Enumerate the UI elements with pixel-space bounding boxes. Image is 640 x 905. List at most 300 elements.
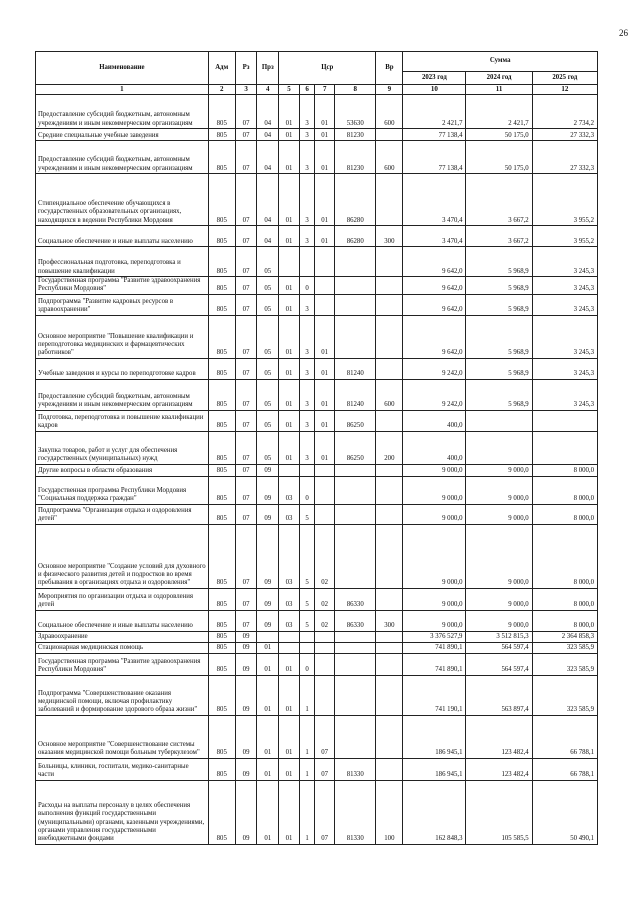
- row-rz: 07: [235, 504, 257, 524]
- row-prz: 05: [257, 379, 279, 410]
- row-csr-program: 03: [279, 610, 300, 631]
- row-prz: 01: [257, 653, 279, 675]
- row-csr-program: 03: [279, 476, 300, 504]
- row-vr: [376, 524, 403, 588]
- row-adm: 805: [208, 247, 235, 277]
- table-body: [36, 95, 598, 845]
- row-adm: 805: [208, 95, 235, 129]
- row-csr-event: [315, 653, 335, 675]
- row-prz: 04: [257, 95, 279, 129]
- row-csr-direction: [335, 631, 376, 642]
- row-csr-event: [315, 504, 335, 524]
- row-csr-subprogram: 3: [299, 379, 315, 410]
- row-name: Другие вопросы в области образования: [36, 464, 209, 476]
- row-csr-program: 01: [279, 653, 300, 675]
- table-row: [36, 174, 598, 226]
- row-rz: 07: [235, 410, 257, 431]
- column-number: 5: [279, 85, 300, 95]
- row-sum-2023: 9 000,0: [403, 476, 466, 504]
- row-adm: 805: [208, 174, 235, 226]
- row-csr-program: 01: [279, 315, 300, 358]
- row-csr-event: 01: [315, 358, 335, 379]
- table-row: [36, 141, 598, 174]
- row-prz: 01: [257, 675, 279, 715]
- row-sum-2023: 186 945,1: [403, 715, 466, 758]
- row-csr-program: 01: [279, 95, 300, 129]
- column-number: 1: [36, 85, 209, 95]
- row-rz: 07: [235, 588, 257, 610]
- row-name: Больницы, клиники, госпитали, медико-санитарные части: [36, 758, 209, 780]
- table-row: [36, 476, 598, 504]
- row-csr-direction: 81240: [335, 358, 376, 379]
- row-sum-2023: 162 848,3: [403, 780, 466, 844]
- row-sum-2024: 9 000,0: [466, 524, 532, 588]
- table-row: [36, 129, 598, 141]
- row-sum-2025: 8 000,0: [532, 464, 597, 476]
- row-sum-2024: 105 585,5: [466, 780, 532, 844]
- row-csr-event: [315, 294, 335, 315]
- row-csr-direction: [335, 277, 376, 295]
- row-adm: 805: [208, 315, 235, 358]
- row-csr-event: 01: [315, 226, 335, 247]
- row-csr-event: [315, 675, 335, 715]
- row-csr-event: 01: [315, 141, 335, 174]
- table-row: [36, 642, 598, 653]
- row-rz: 07: [235, 277, 257, 295]
- row-csr-subprogram: 5: [299, 610, 315, 631]
- row-adm: 805: [208, 294, 235, 315]
- row-sum-2025: 8 000,0: [532, 504, 597, 524]
- row-vr: 600: [376, 379, 403, 410]
- row-sum-2024: 123 482,4: [466, 715, 532, 758]
- row-csr-program: 01: [279, 358, 300, 379]
- table-row: [36, 358, 598, 379]
- row-csr-event: 07: [315, 715, 335, 758]
- row-sum-2024: 5 968,9: [466, 315, 532, 358]
- row-sum-2023: 77 138,4: [403, 141, 466, 174]
- row-csr-program: 01: [279, 379, 300, 410]
- row-csr-direction: [335, 642, 376, 653]
- column-number: 3: [235, 85, 257, 95]
- table-row: [36, 226, 598, 247]
- row-vr: [376, 410, 403, 431]
- row-csr-direction: [335, 504, 376, 524]
- table-row: [36, 379, 598, 410]
- row-csr-program: [279, 631, 300, 642]
- row-sum-2023: 186 945,1: [403, 758, 466, 780]
- budget-table: [35, 51, 598, 845]
- row-sum-2023: 9 000,0: [403, 464, 466, 476]
- row-sum-2025: 3 245,3: [532, 379, 597, 410]
- row-vr: [376, 294, 403, 315]
- row-name: Социальное обеспечение и иные выплаты населению: [36, 226, 209, 247]
- row-csr-event: 07: [315, 780, 335, 844]
- row-csr-program: 01: [279, 141, 300, 174]
- row-rz: 07: [235, 174, 257, 226]
- row-name: Основное мероприятие "Совершенствование системы оказания медицинской помощи больным туберкулезом": [36, 715, 209, 758]
- row-csr-subprogram: 3: [299, 174, 315, 226]
- row-prz: 01: [257, 642, 279, 653]
- row-sum-2023: 9 242,0: [403, 379, 466, 410]
- row-adm: 805: [208, 504, 235, 524]
- row-vr: [376, 675, 403, 715]
- row-adm: 805: [208, 524, 235, 588]
- row-sum-2025: [532, 431, 597, 464]
- row-rz: 09: [235, 675, 257, 715]
- row-csr-event: [315, 642, 335, 653]
- row-vr: [376, 715, 403, 758]
- row-adm: 805: [208, 431, 235, 464]
- row-sum-2024: 3 667,2: [466, 226, 532, 247]
- row-csr-event: 01: [315, 431, 335, 464]
- row-sum-2025: [532, 410, 597, 431]
- row-sum-2025: 3 245,3: [532, 277, 597, 295]
- row-rz: 07: [235, 524, 257, 588]
- row-csr-program: 01: [279, 715, 300, 758]
- row-csr-event: 02: [315, 588, 335, 610]
- row-rz: 07: [235, 247, 257, 277]
- row-csr-direction: 81330: [335, 758, 376, 780]
- row-prz: 04: [257, 226, 279, 247]
- header-adm: Адм: [208, 52, 235, 85]
- row-vr: [376, 476, 403, 504]
- row-csr-subprogram: 3: [299, 431, 315, 464]
- row-sum-2025: 3 245,3: [532, 358, 597, 379]
- row-sum-2023: 741 890,1: [403, 642, 466, 653]
- table-row: [36, 410, 598, 431]
- row-vr: [376, 315, 403, 358]
- row-csr-program: 03: [279, 524, 300, 588]
- row-rz: 07: [235, 141, 257, 174]
- row-name: Закупка товаров, работ и услуг для обеспечения государственных (муниципальных) нужд: [36, 431, 209, 464]
- row-csr-direction: [335, 247, 376, 277]
- row-csr-subprogram: [299, 642, 315, 653]
- row-rz: 07: [235, 431, 257, 464]
- header-sum: Сумма: [403, 52, 598, 72]
- row-rz: 07: [235, 315, 257, 358]
- row-sum-2024: 5 968,9: [466, 247, 532, 277]
- row-sum-2025: 8 000,0: [532, 476, 597, 504]
- row-csr-program: 01: [279, 129, 300, 141]
- row-prz: 05: [257, 247, 279, 277]
- row-adm: 805: [208, 379, 235, 410]
- row-adm: 805: [208, 715, 235, 758]
- row-adm: 805: [208, 780, 235, 844]
- row-sum-2025: 50 490,1: [532, 780, 597, 844]
- row-sum-2025: 3 245,3: [532, 247, 597, 277]
- row-name: Стипендиальное обеспечение обучающихся в государственных образовательных организациях, находящихся в ведении Республики Мордовия: [36, 174, 209, 226]
- column-number: 10: [403, 85, 466, 95]
- row-adm: 805: [208, 129, 235, 141]
- table-row: [36, 524, 598, 588]
- row-csr-program: 03: [279, 588, 300, 610]
- row-sum-2023: 400,0: [403, 431, 466, 464]
- row-vr: 600: [376, 95, 403, 129]
- row-name: Подпрограмма "Организация отдыха и оздоровления детей": [36, 504, 209, 524]
- row-vr: [376, 129, 403, 141]
- row-csr-subprogram: 1: [299, 758, 315, 780]
- header-csr: Цср: [279, 52, 376, 85]
- row-name: Учебные заведения и курсы по переподготовке кадров: [36, 358, 209, 379]
- row-csr-direction: 81240: [335, 379, 376, 410]
- row-sum-2024: 3 667,2: [466, 174, 532, 226]
- column-number: 2: [208, 85, 235, 95]
- page-number: 26: [619, 28, 628, 38]
- row-csr-event: 02: [315, 610, 335, 631]
- table-row: [36, 780, 598, 844]
- row-csr-subprogram: 3: [299, 410, 315, 431]
- row-prz: 05: [257, 277, 279, 295]
- row-csr-direction: 86250: [335, 410, 376, 431]
- row-csr-event: 07: [315, 758, 335, 780]
- header-rz: Рз: [235, 52, 257, 85]
- row-csr-program: 01: [279, 174, 300, 226]
- row-rz: 09: [235, 715, 257, 758]
- row-vr: [376, 758, 403, 780]
- row-vr: 100: [376, 780, 403, 844]
- row-csr-direction: [335, 675, 376, 715]
- row-csr-direction: 86280: [335, 226, 376, 247]
- row-csr-event: [315, 277, 335, 295]
- header-name: Наименование: [36, 52, 209, 85]
- row-sum-2025: 2 734,2: [532, 95, 597, 129]
- row-csr-subprogram: 0: [299, 653, 315, 675]
- row-sum-2023: 9 642,0: [403, 247, 466, 277]
- column-number: 8: [335, 85, 376, 95]
- table-row: [36, 504, 598, 524]
- row-name: Предоставление субсидий бюджетным, автономным учреждениям и иным некоммерческим организациям: [36, 95, 209, 129]
- row-rz: 09: [235, 631, 257, 642]
- row-name: Государственная программа "Развитие здравоохранения Республики Мордовия": [36, 653, 209, 675]
- row-csr-program: 01: [279, 410, 300, 431]
- row-sum-2024: 9 000,0: [466, 610, 532, 631]
- row-csr-program: 01: [279, 294, 300, 315]
- row-sum-2024: 9 000,0: [466, 476, 532, 504]
- row-sum-2024: 50 175,0: [466, 141, 532, 174]
- row-sum-2023: 741 890,1: [403, 653, 466, 675]
- row-csr-direction: [335, 524, 376, 588]
- row-csr-subprogram: 3: [299, 226, 315, 247]
- table-row: [36, 464, 598, 476]
- row-prz: 05: [257, 294, 279, 315]
- row-csr-subprogram: 5: [299, 524, 315, 588]
- row-prz: 09: [257, 610, 279, 631]
- row-csr-direction: 86330: [335, 588, 376, 610]
- row-rz: 07: [235, 226, 257, 247]
- row-sum-2025: 3 245,3: [532, 294, 597, 315]
- row-csr-event: [315, 247, 335, 277]
- table-row: [36, 610, 598, 631]
- row-name: Социальное обеспечение и иные выплаты населению: [36, 610, 209, 631]
- row-vr: 600: [376, 141, 403, 174]
- row-csr-direction: 81230: [335, 141, 376, 174]
- row-csr-program: 01: [279, 431, 300, 464]
- row-sum-2024: 564 597,4: [466, 653, 532, 675]
- header-year-2024: 2024 год: [466, 72, 532, 85]
- header-vr: Вр: [376, 52, 403, 85]
- row-csr-program: 01: [279, 758, 300, 780]
- row-name: Основное мероприятие "Создание условий для духовного и физического развития детей и подростков во время пребывания в организациях отдыха и оздоровления": [36, 524, 209, 588]
- row-name: Основное мероприятие "Повышение квалификации и переподготовка медицинских и фармацевтических работников": [36, 315, 209, 358]
- row-sum-2025: 8 000,0: [532, 610, 597, 631]
- row-csr-subprogram: 3: [299, 141, 315, 174]
- row-sum-2023: 9 000,0: [403, 504, 466, 524]
- row-csr-subprogram: 3: [299, 129, 315, 141]
- row-vr: [376, 653, 403, 675]
- header-year-2023: 2023 год: [403, 72, 466, 85]
- row-csr-direction: 53630: [335, 95, 376, 129]
- column-number: 7: [315, 85, 335, 95]
- row-csr-subprogram: [299, 247, 315, 277]
- row-sum-2024: [466, 410, 532, 431]
- row-adm: 805: [208, 642, 235, 653]
- column-number: 9: [376, 85, 403, 95]
- column-number: 4: [257, 85, 279, 95]
- row-csr-direction: 86330: [335, 610, 376, 631]
- row-sum-2024: 5 968,9: [466, 358, 532, 379]
- row-sum-2024: 3 512 815,3: [466, 631, 532, 642]
- row-sum-2025: 323 585,9: [532, 642, 597, 653]
- row-sum-2023: 9 000,0: [403, 610, 466, 631]
- row-csr-direction: 86250: [335, 431, 376, 464]
- row-csr-subprogram: 1: [299, 780, 315, 844]
- row-prz: 04: [257, 141, 279, 174]
- row-sum-2025: 323 585,9: [532, 653, 597, 675]
- row-csr-event: 02: [315, 524, 335, 588]
- row-prz: 09: [257, 524, 279, 588]
- row-csr-event: 01: [315, 315, 335, 358]
- row-adm: 805: [208, 588, 235, 610]
- row-csr-event: 01: [315, 95, 335, 129]
- row-sum-2023: 400,0: [403, 410, 466, 431]
- row-name: Здравоохранение: [36, 631, 209, 642]
- row-csr-program: 03: [279, 504, 300, 524]
- row-sum-2024: 123 482,4: [466, 758, 532, 780]
- row-csr-program: [279, 247, 300, 277]
- row-sum-2024: [466, 431, 532, 464]
- row-rz: 09: [235, 780, 257, 844]
- column-number: 11: [466, 85, 532, 95]
- row-csr-direction: [335, 476, 376, 504]
- row-vr: [376, 358, 403, 379]
- row-sum-2025: 3 955,2: [532, 174, 597, 226]
- row-sum-2024: 9 000,0: [466, 464, 532, 476]
- row-sum-2025: 323 585,9: [532, 675, 597, 715]
- row-csr-subprogram: 5: [299, 588, 315, 610]
- row-sum-2025: 66 788,1: [532, 758, 597, 780]
- table-row: [36, 315, 598, 358]
- row-rz: 07: [235, 95, 257, 129]
- row-csr-direction: 86280: [335, 174, 376, 226]
- row-vr: [376, 588, 403, 610]
- row-sum-2023: 9 000,0: [403, 588, 466, 610]
- row-csr-program: 01: [279, 675, 300, 715]
- row-sum-2023: 3 470,4: [403, 174, 466, 226]
- table-row: [36, 277, 598, 295]
- row-rz: 07: [235, 610, 257, 631]
- row-rz: 07: [235, 294, 257, 315]
- table-row: [36, 653, 598, 675]
- row-rz: 07: [235, 464, 257, 476]
- row-csr-subprogram: 3: [299, 95, 315, 129]
- row-adm: 805: [208, 226, 235, 247]
- row-prz: 05: [257, 431, 279, 464]
- row-prz: [257, 631, 279, 642]
- row-prz: 04: [257, 174, 279, 226]
- row-sum-2023: 77 138,4: [403, 129, 466, 141]
- row-name: Предоставление субсидий бюджетным, автономным учреждениям и иным некоммерческим организациям: [36, 141, 209, 174]
- row-csr-subprogram: 0: [299, 476, 315, 504]
- row-prz: 01: [257, 715, 279, 758]
- header-prz: Прз: [257, 52, 279, 85]
- row-prz: 05: [257, 410, 279, 431]
- row-name: Предоставление субсидий бюджетным, автономным учреждениям и иным некоммерческим организациям: [36, 379, 209, 410]
- row-sum-2024: 5 968,9: [466, 379, 532, 410]
- table-row: [36, 431, 598, 464]
- row-csr-direction: [335, 315, 376, 358]
- row-name: Подпрограмма "Совершенствование оказания медицинской помощи, включая профилактику заболеваний и формирование здорового образа жизни": [36, 675, 209, 715]
- row-csr-subprogram: 1: [299, 675, 315, 715]
- row-name: Подготовка, переподготовка и повышение квалификации кадров: [36, 410, 209, 431]
- row-vr: [376, 504, 403, 524]
- table-row: [36, 758, 598, 780]
- header-year-2025: 2025 год: [532, 72, 597, 85]
- row-csr-subprogram: 3: [299, 358, 315, 379]
- row-adm: 805: [208, 476, 235, 504]
- row-name: Средние специальные учебные заведения: [36, 129, 209, 141]
- row-sum-2024: 564 597,4: [466, 642, 532, 653]
- row-sum-2024: 9 000,0: [466, 504, 532, 524]
- row-adm: 805: [208, 464, 235, 476]
- row-csr-subprogram: 3: [299, 294, 315, 315]
- row-csr-direction: [335, 653, 376, 675]
- row-sum-2024: 50 175,0: [466, 129, 532, 141]
- row-csr-direction: [335, 294, 376, 315]
- row-adm: 805: [208, 631, 235, 642]
- row-adm: 805: [208, 610, 235, 631]
- row-rz: 07: [235, 476, 257, 504]
- row-sum-2025: 27 332,3: [532, 129, 597, 141]
- table-row: [36, 95, 598, 129]
- row-adm: 805: [208, 653, 235, 675]
- row-csr-subprogram: [299, 464, 315, 476]
- row-sum-2025: 8 000,0: [532, 588, 597, 610]
- budget-table-container: [35, 51, 598, 845]
- row-adm: 805: [208, 758, 235, 780]
- row-adm: 805: [208, 141, 235, 174]
- column-number: 6: [299, 85, 315, 95]
- row-sum-2025: 3 955,2: [532, 226, 597, 247]
- row-rz: 07: [235, 379, 257, 410]
- row-adm: 805: [208, 277, 235, 295]
- row-vr: [376, 631, 403, 642]
- row-csr-subprogram: [299, 631, 315, 642]
- row-rz: 07: [235, 129, 257, 141]
- row-prz: 04: [257, 129, 279, 141]
- row-csr-direction: 81230: [335, 129, 376, 141]
- row-csr-program: 01: [279, 780, 300, 844]
- row-vr: [376, 277, 403, 295]
- row-name: Профессиональная подготовка, переподготовка и повышение квалификации: [36, 247, 209, 277]
- row-csr-program: [279, 464, 300, 476]
- row-csr-event: 01: [315, 379, 335, 410]
- row-csr-direction: [335, 715, 376, 758]
- row-csr-event: [315, 464, 335, 476]
- row-csr-direction: [335, 464, 376, 476]
- row-csr-program: [279, 642, 300, 653]
- row-sum-2024: 563 897,4: [466, 675, 532, 715]
- table-row: [36, 675, 598, 715]
